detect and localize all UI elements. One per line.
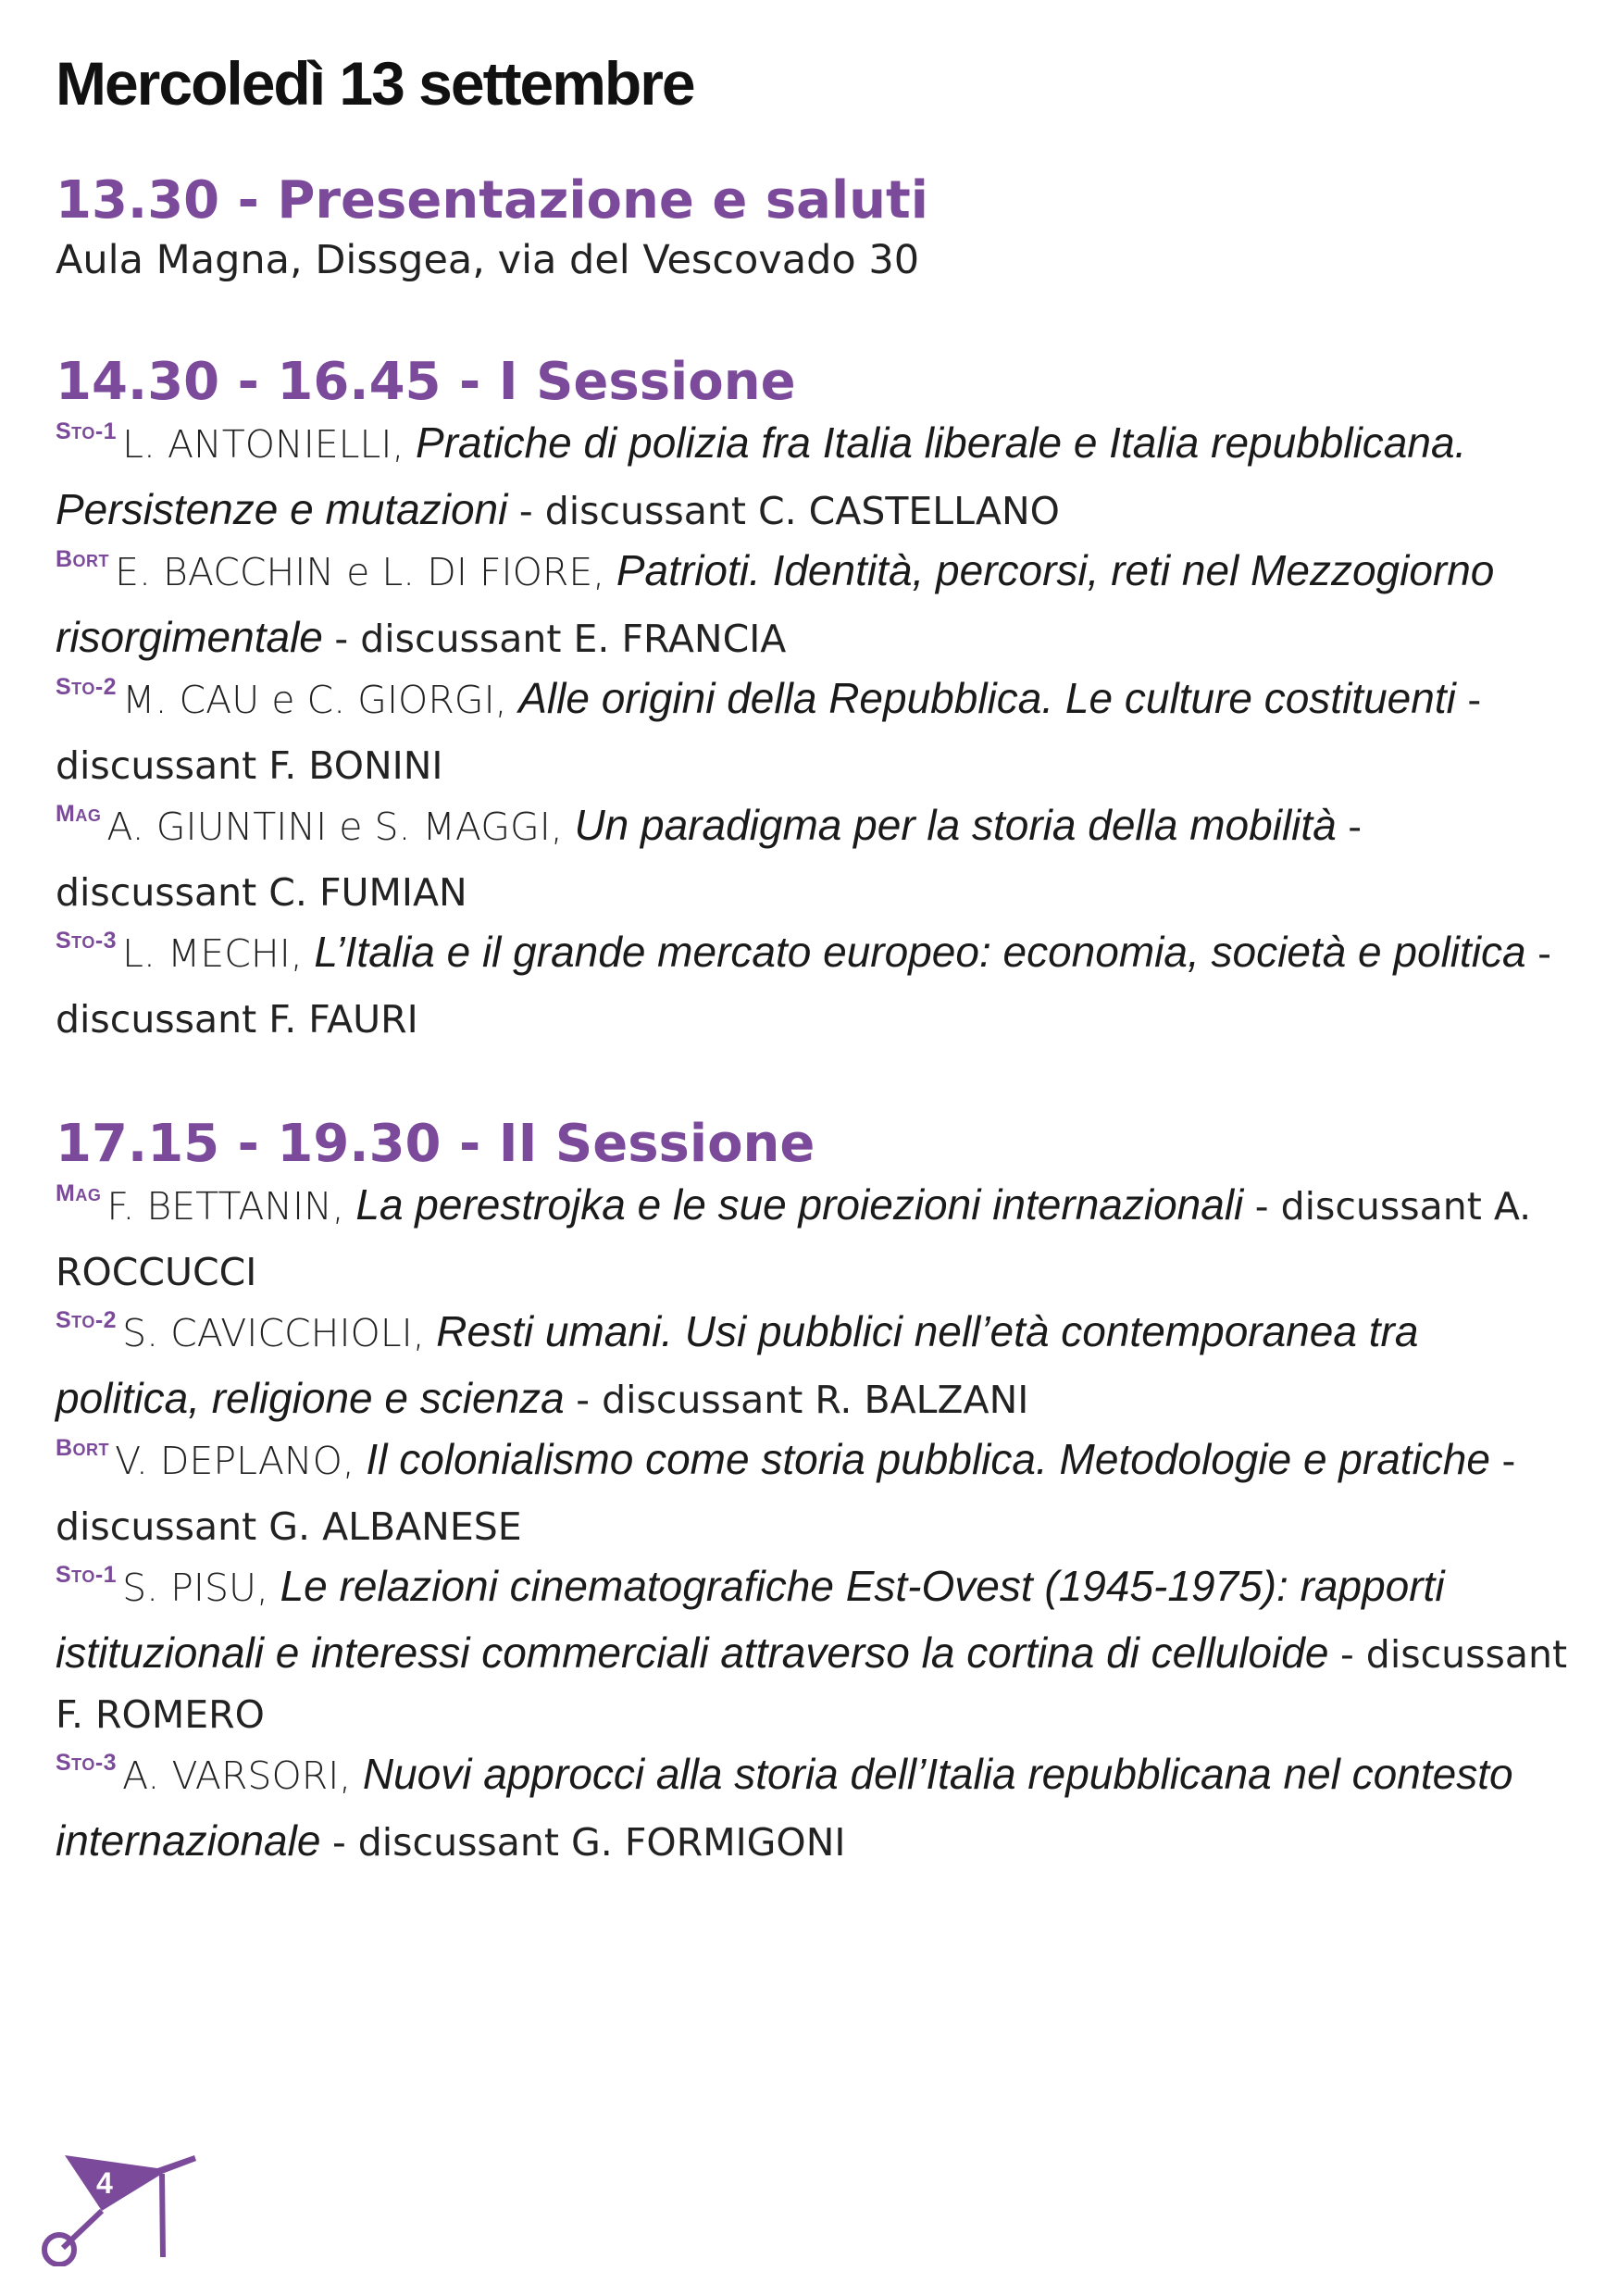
entry-authors: V. DEPLANO, [115,1439,355,1483]
section-session-2 [56,1114,1574,1872]
session-code-badge: Mag [56,1180,102,1206]
venue-text: Aula Magna, Dissgea, via del Vescovado 30 [56,237,920,283]
entry-discussant: - discussant F. ROMERO [56,1632,1568,1737]
entry-discussant: - discussant C. FUMIAN [56,805,1363,915]
program-entry [56,922,1574,1049]
program-entry [56,1744,1574,1872]
entry-title: Alle origini della Repubblica. Le culture costituenti [518,674,1456,722]
session-code-badge: Sto-1 [56,1562,118,1588]
entry-discussant: - discussant A. ROCCUCCI [56,1184,1532,1294]
entry-title: Pratiche di polizia fra Italia liberale e Italia repubblicana. Persistenze e mutazioni [56,418,1467,533]
entry-authors: S. CAVICCHIOLI, [122,1311,425,1355]
program-entry [56,1302,1574,1429]
entry-authors: L. ANTONIELLI, [122,422,404,467]
entry-discussant: - discussant R. BALZANI [576,1378,1029,1422]
session-code-badge: Sto-2 [56,674,118,700]
section-opening [56,170,1574,287]
entry-authors: S. PISU, [122,1566,269,1610]
entry-discussant: - discussant E. FRANCIA [334,617,787,661]
program-page [56,48,1574,1937]
entry-title: L’Italia e il grande mercato europeo: economia, società e politica [314,928,1526,976]
program-entry [56,1556,1574,1744]
entry-discussant: - discussant C. CASTELLANO [518,489,1060,533]
program-entry [56,1429,1574,1556]
program-entry [56,413,1574,541]
entry-title: La perestrojka e le sue proiezioni internazionali [355,1180,1244,1229]
section-title: 14.30 - 16.45 - I Sessione [56,352,796,412]
session-code-badge: Sto-2 [56,1307,118,1333]
program-entry [56,795,1574,922]
session-code-badge: Sto-1 [56,418,118,444]
section-title: 13.30 - Presentazione e saluti [56,170,928,231]
entry-authors: A. GIUNTINI e S. MAGGI, [106,805,563,849]
entry-authors: E. BACCHIN e L. DI FIORE, [115,550,605,594]
session-code-badge: Mag [56,801,102,827]
day-title: Mercoledì 13 settembre [56,49,694,118]
session-code-badge: Sto-3 [56,1750,118,1776]
entry-discussant: - discussant G. FORMIGONI [331,1820,846,1865]
program-entry [56,541,1574,668]
session-code-badge: Bort [56,546,110,572]
entry-authors: F. BETTANIN, [106,1184,344,1229]
entry-authors: A. VARSORI, [122,1753,352,1798]
section-title: 17.15 - 19.30 - II Sessione [56,1114,815,1174]
entry-title: Le relazioni cinematografiche Est-Ovest (1945-1975): rapporti istituzionali e interessi commerciali attraverso la cortina di celluloide [56,1562,1445,1677]
program-entry [56,1175,1574,1302]
entry-title: Nuovi approcci alla storia dell’Italia repubblicana nel contesto internazionale [56,1750,1513,1865]
entry-discussant: - discussant F. BONINI [56,678,1482,788]
entry-discussant: - discussant G. ALBANESE [56,1439,1516,1549]
entry-authors: L. MECHI, [122,931,303,976]
entry-title: Resti umani. Usi pubblici nell’età contemporanea tra politica, religione e scienza [56,1307,1419,1422]
entry-authors: M. CAU e C. GIORGI, [122,678,507,722]
session-code-badge: Bort [56,1435,110,1461]
program-entry [56,668,1574,795]
page-number: 4 [96,2166,113,2200]
entry-discussant: - discussant F. FAURI [56,931,1551,1042]
entry-title: Un paradigma per la storia della mobilità [574,801,1337,849]
entry-title: Il colonialismo come storia pubblica. Metodologie e pratiche [366,1435,1490,1483]
session-code-badge: Sto-3 [56,928,118,954]
section-session-1 [56,352,1574,1049]
session-entries [56,413,1574,1049]
wheelbarrow-icon [37,2146,222,2266]
entry-title: Patrioti. Identità, percorsi, reti nel Mezzogiorno risorgimentale [56,546,1495,661]
session-entries [56,1175,1574,1872]
